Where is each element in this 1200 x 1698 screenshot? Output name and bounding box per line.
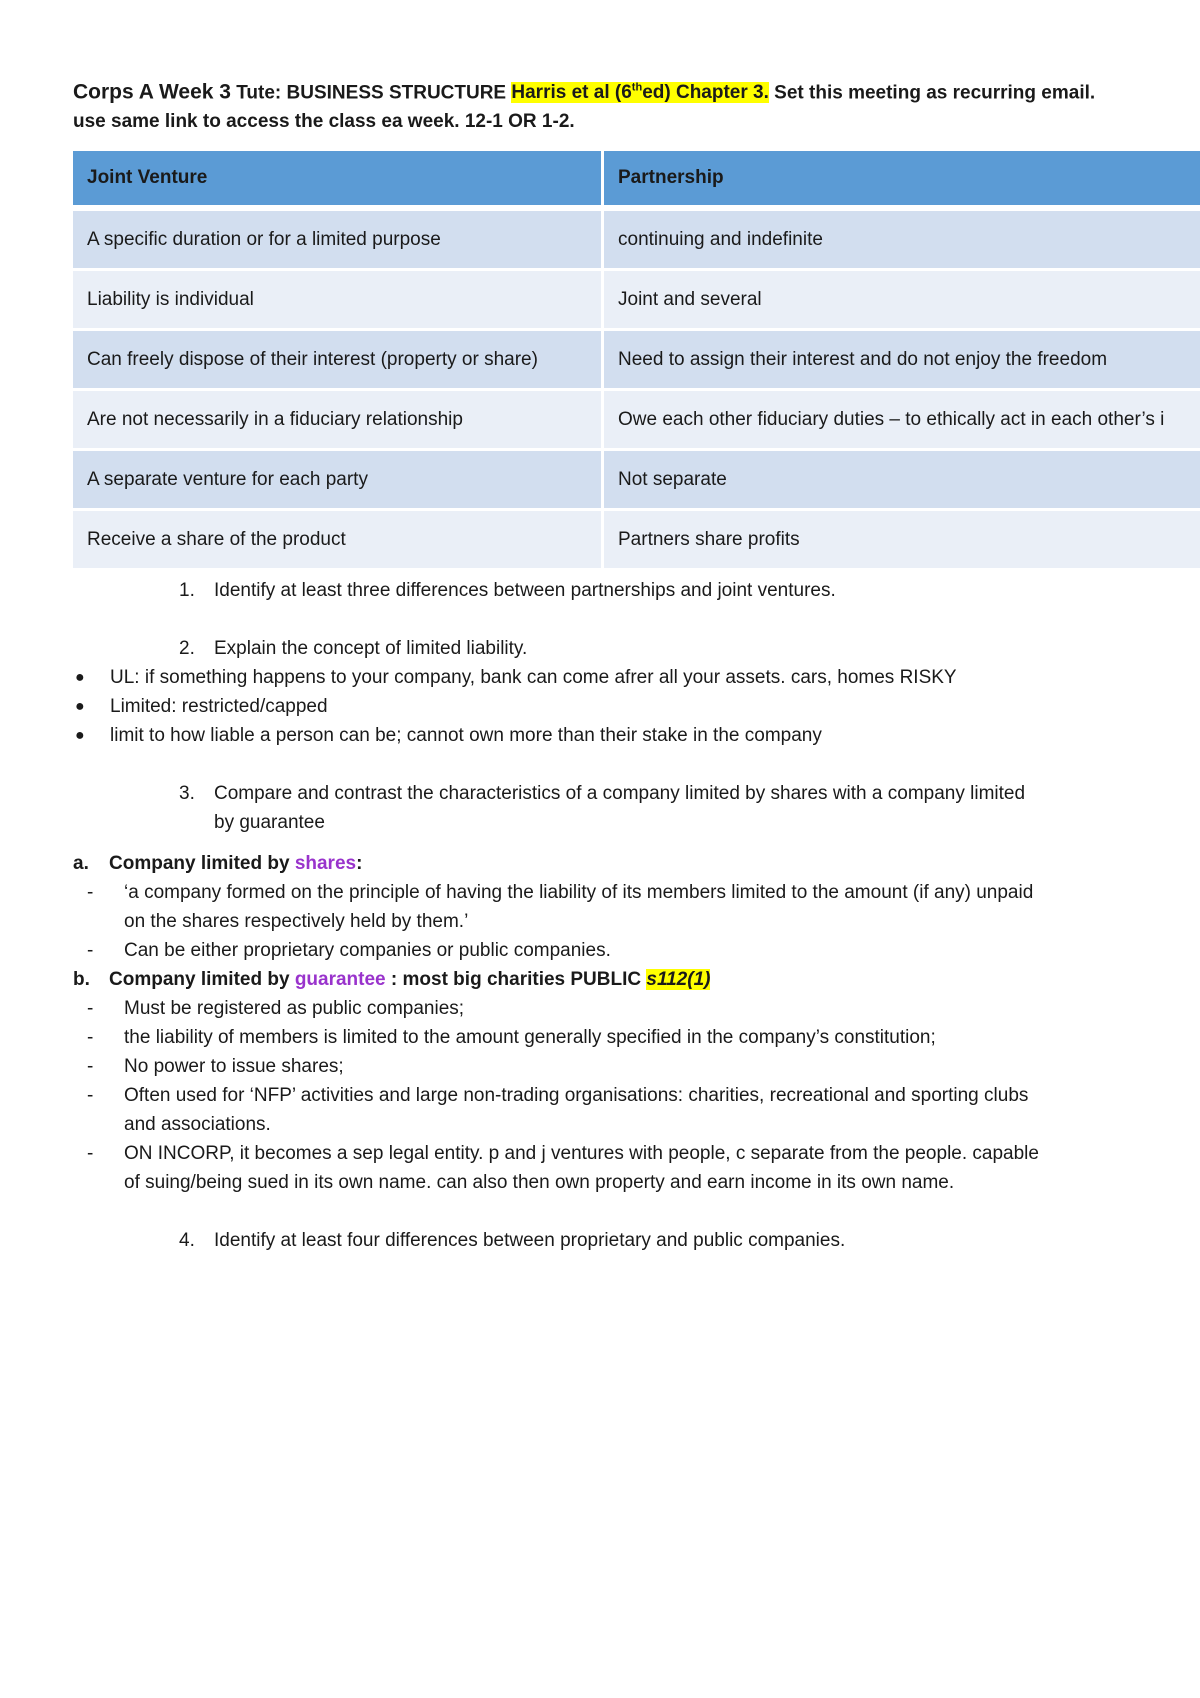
- list-text: No power to issue shares;: [124, 1056, 344, 1077]
- question-text: Identify at least three differences between partnerships and joint ventures.: [214, 580, 836, 601]
- section-heading: [109, 849, 362, 878]
- header-line-2: use same link to access the class ea week. 12-1 OR 1-2.: [73, 111, 575, 133]
- list-item: [73, 663, 1183, 692]
- dash-marker: -: [87, 998, 94, 1019]
- table-cell: Can freely dispose of their interest (property or share): [73, 331, 604, 391]
- question-2: [110, 634, 1183, 663]
- document-body: [73, 576, 1183, 1255]
- question-3: [110, 779, 1183, 837]
- table-row: [73, 451, 1200, 511]
- course-title: Corps A Week 3: [73, 80, 231, 104]
- bullet-text: Limited: restricted/capped: [110, 696, 328, 717]
- heading-suffix: : most big charities PUBLIC: [385, 969, 647, 990]
- heading-keyword: guarantee: [294, 969, 386, 990]
- list-item: [73, 721, 1183, 750]
- table-cell: Need to assign their interest and do not enjoy the freedom: [604, 331, 1200, 391]
- question-number: 2.: [179, 638, 195, 659]
- dash-marker: -: [87, 1085, 94, 1106]
- table-cell: Receive a share of the product: [73, 511, 604, 571]
- question-number: 4.: [179, 1230, 195, 1251]
- table-row: [73, 211, 1200, 271]
- bullet-icon: ●: [75, 727, 85, 744]
- list-item: [73, 878, 1183, 936]
- table-row: [73, 391, 1200, 451]
- heading-suffix: :: [356, 853, 363, 874]
- section-a-heading: [73, 849, 1183, 878]
- table-cell: continuing and indefinite: [604, 211, 1200, 271]
- section-letter: a.: [73, 853, 89, 874]
- question-text: Identify at least four differences between proprietary and public companies.: [214, 1230, 846, 1251]
- question-1: [110, 576, 1183, 605]
- question-number: 1.: [179, 580, 195, 601]
- list-item: [73, 936, 1183, 965]
- tute-title: Tute: BUSINESS STRUCTURE: [230, 82, 512, 104]
- list-text: Can be either proprietary companies or public companies.: [124, 940, 611, 961]
- list-text: Must be registered as public companies;: [124, 998, 465, 1019]
- list-item: [73, 1081, 1183, 1139]
- question-text: Compare and contrast the characteristics of a company limited by shares with a company limited by guarantee: [214, 783, 1026, 833]
- bullet-icon: ●: [75, 698, 85, 715]
- dash-marker: -: [87, 940, 94, 961]
- section-heading: [109, 965, 710, 994]
- section-b-heading: [73, 965, 1183, 994]
- bullet-icon: ●: [75, 669, 85, 686]
- section-reference: s112(1): [646, 969, 711, 990]
- heading-prefix: Company limited by: [109, 853, 295, 874]
- dash-marker: -: [87, 882, 94, 903]
- textbook-reference: [511, 82, 769, 103]
- list-text: ‘a company formed on the principle of having the liability of its members limited to the amount (if any) unpaid on the shares respectively held by them.’: [124, 882, 1034, 932]
- dash-marker: -: [87, 1056, 94, 1077]
- table-header-row: [73, 151, 1200, 211]
- bullet-text: limit to how liable a person can be; cannot own more than their stake in the company: [110, 725, 822, 746]
- heading-prefix: Company limited by: [109, 969, 295, 990]
- section-letter: b.: [73, 969, 90, 990]
- table-cell: Partners share profits: [604, 511, 1200, 571]
- heading-keyword: shares: [294, 853, 357, 874]
- reference-superscript: th: [631, 82, 643, 94]
- table-cell: Liability is individual: [73, 271, 604, 331]
- reference-text-end: ed) Chapter 3.: [642, 82, 769, 104]
- table-cell: Owe each other fiduciary duties – to ethically act in each other’s i: [604, 391, 1200, 451]
- meeting-note: Set this meeting as recurring email.: [768, 82, 1096, 104]
- question-text: Explain the concept of limited liability.: [214, 638, 528, 659]
- table-cell: Joint and several: [604, 271, 1200, 331]
- table-cell: A separate venture for each party: [73, 451, 604, 511]
- bullet-text: UL: if something happens to your company, bank can come afrer all your assets. cars, homes RISKY: [110, 667, 957, 688]
- dash-marker: -: [87, 1027, 94, 1048]
- list-item: [73, 1052, 1183, 1081]
- table-cell: A specific duration or for a limited purpose: [73, 211, 604, 271]
- question-4: [110, 1226, 1183, 1255]
- table-cell: Not separate: [604, 451, 1200, 511]
- list-text: Often used for ‘NFP’ activities and large non-trading organisations: charities, recreational and sporting clubs and associations.: [124, 1085, 1029, 1135]
- list-item: [73, 1139, 1183, 1197]
- table-row: [73, 331, 1200, 391]
- question-number: 3.: [179, 783, 195, 804]
- reference-text: Harris et al (6: [511, 82, 632, 104]
- list-item: [73, 994, 1183, 1023]
- table-row: [73, 271, 1200, 331]
- table-row: [73, 511, 1200, 571]
- dash-marker: -: [87, 1143, 94, 1164]
- list-item: [73, 1023, 1183, 1052]
- list-text: ON INCORP, it becomes a sep legal entity. p and j ventures with people, c separate from the people. capable of suing/being sued in its own name. can also then own property and earn income in its own name.: [124, 1143, 1039, 1193]
- column-header-partnership: Partnership: [604, 151, 1200, 211]
- list-item: [73, 692, 1183, 721]
- document-header: [73, 74, 1183, 136]
- list-text: the liability of members is limited to the amount generally specified in the company’s constitution;: [124, 1027, 936, 1048]
- column-header-joint-venture: Joint Venture: [73, 151, 604, 211]
- header-line-1: [73, 74, 1183, 107]
- comparison-table: [73, 151, 1200, 571]
- table-cell: Are not necessarily in a fiduciary relationship: [73, 391, 604, 451]
